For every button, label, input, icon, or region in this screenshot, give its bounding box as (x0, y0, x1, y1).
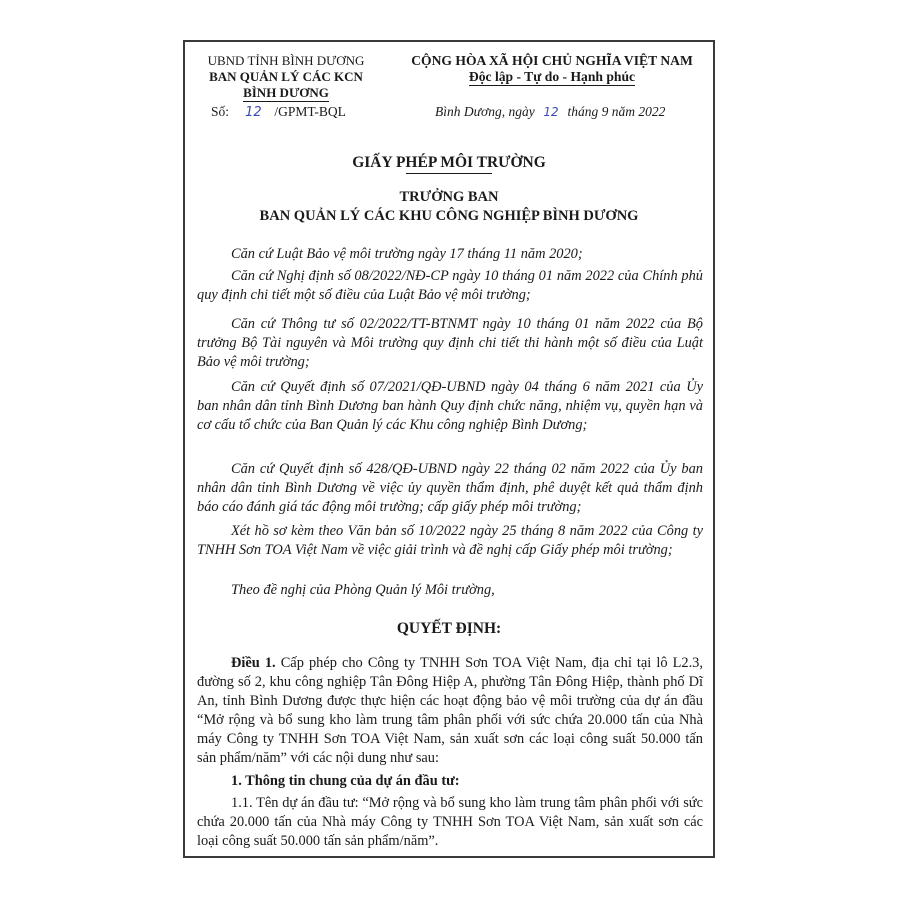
authority-agency: BAN QUẢN LÝ CÁC KHU CÔNG NGHIỆP BÌNH DƯƠNG (259, 208, 639, 224)
article-1-text: Cấp phép cho Công ty TNHH Sơn TOA Việt Nam, địa chỉ tại lô L2.3, đường số 2, khu công nghiệp Tân Đông Hiệp A, phường Tân Đông Hiệp, thành phố Dĩ An, tỉnh Bình Dương được thực hiện các hoạt động bảo vệ môi trường của dự án đầu “Mở rộng và bổ sung kho làm trung tâm phân phối với sức chứa 20.000 tấn của Nhà máy Công ty TNHH Sơn TOA Việt Nam, sản xuất sơn các loại công suất 50.000 tấn sản phẩm/năm” với các nội dung như sau: (197, 655, 703, 766)
article-1-label: Điều 1. (231, 655, 276, 671)
number-suffix: /GPMT-BQL (274, 104, 346, 119)
preamble-circular: Căn cứ Thông tư số 02/2022/TT-BTNMT ngày 10 tháng 01 năm 2022 của Bộ trưởng Bộ Tài nguyên và Môi trường quy định chi tiết thi hành một số điều của Luật Bảo vệ môi trường; (197, 316, 703, 370)
national-motto-block (393, 53, 711, 85)
section-1-1: 1.1. Tên dự án đầu tư: “Mở rộng và bổ sung kho làm trung tâm phân phối với sức chứa 20.000 tấn của Nhà máy Công ty TNHH Sơn TOA Việt Nam, sản xuất sơn các loại công suất 50.000 tấn sản phẩm/năm”. (197, 795, 703, 849)
date-prefix: Bình Dương, ngày (435, 104, 535, 119)
preamble-decision-428: Căn cứ Quyết định số 428/QĐ-UBND ngày 22 tháng 02 năm 2022 của Ủy ban nhân dân tỉnh Bình Dương về việc ủy quyền thẩm định, phê duyệt kết quả thẩm định báo cáo đánh giá tác động môi trường; cấp giấy phép môi trường; (197, 461, 703, 515)
preamble-decision-07: Căn cứ Quyết định số 07/2021/QĐ-UBND ngày 04 tháng 6 năm 2021 của Ủy ban nhân dân tỉnh Bình Dương ban hành Quy định chức năng, nhiệm vụ, quyền hạn và cơ cấu tổ chức của Ban Quản lý các Khu công nghiệp Bình Dương; (197, 379, 703, 433)
preamble-law: Căn cứ Luật Bảo vệ môi trường ngày 17 tháng 11 năm 2020; (231, 246, 583, 262)
issuer-agency-location: BÌNH DƯƠNG (243, 85, 329, 100)
title-underline (406, 173, 492, 174)
authority-block (185, 188, 713, 226)
issuer-block (191, 53, 381, 101)
decision-heading: QUYẾT ĐỊNH: (396, 620, 502, 637)
document-title: GIẤY PHÉP MÔI TRƯỜNG (352, 154, 546, 171)
document-page (183, 40, 715, 858)
motto: Độc lập - Tự do - Hạnh phúc (468, 69, 636, 84)
handwritten-number: 12 (245, 105, 262, 120)
preamble-decree: Căn cứ Nghị định số 08/2022/NĐ-CP ngày 10 tháng 01 năm 2022 của Chính phủ quy định chi tiết một số điều của Luật Bảo vệ môi trường; (197, 268, 703, 303)
number-prefix: Số: (211, 104, 230, 119)
article-1 (197, 654, 703, 768)
issuer-agency: BAN QUẢN LÝ CÁC KCN (209, 69, 363, 84)
motto-line (393, 69, 711, 85)
section-1-heading: 1. Thông tin chung của dự án đầu tư: (231, 773, 460, 789)
preamble-dossier: Xét hồ sơ kèm theo Văn bản số 10/2022 ngày 25 tháng 8 năm 2022 của Công ty TNHH Sơn TOA Việt Nam về việc giải trình và đề nghị cấp Giấy phép môi trường; (197, 523, 703, 558)
issuer-agency-line2 (191, 85, 381, 101)
authority-title: TRƯỞNG BAN (399, 189, 499, 205)
preamble-proposal: Theo đề nghị của Phòng Quản lý Môi trường, (231, 582, 495, 598)
country-name: CỘNG HÒA XÃ HỘI CHỦ NGHĨA VIỆT NAM (411, 53, 693, 68)
date-suffix: tháng 9 năm 2022 (567, 104, 666, 119)
document-date (435, 104, 665, 120)
document-number (211, 104, 346, 120)
issuer-province: UBND TỈNH BÌNH DƯƠNG (207, 53, 365, 68)
handwritten-day: 12 (543, 105, 559, 119)
